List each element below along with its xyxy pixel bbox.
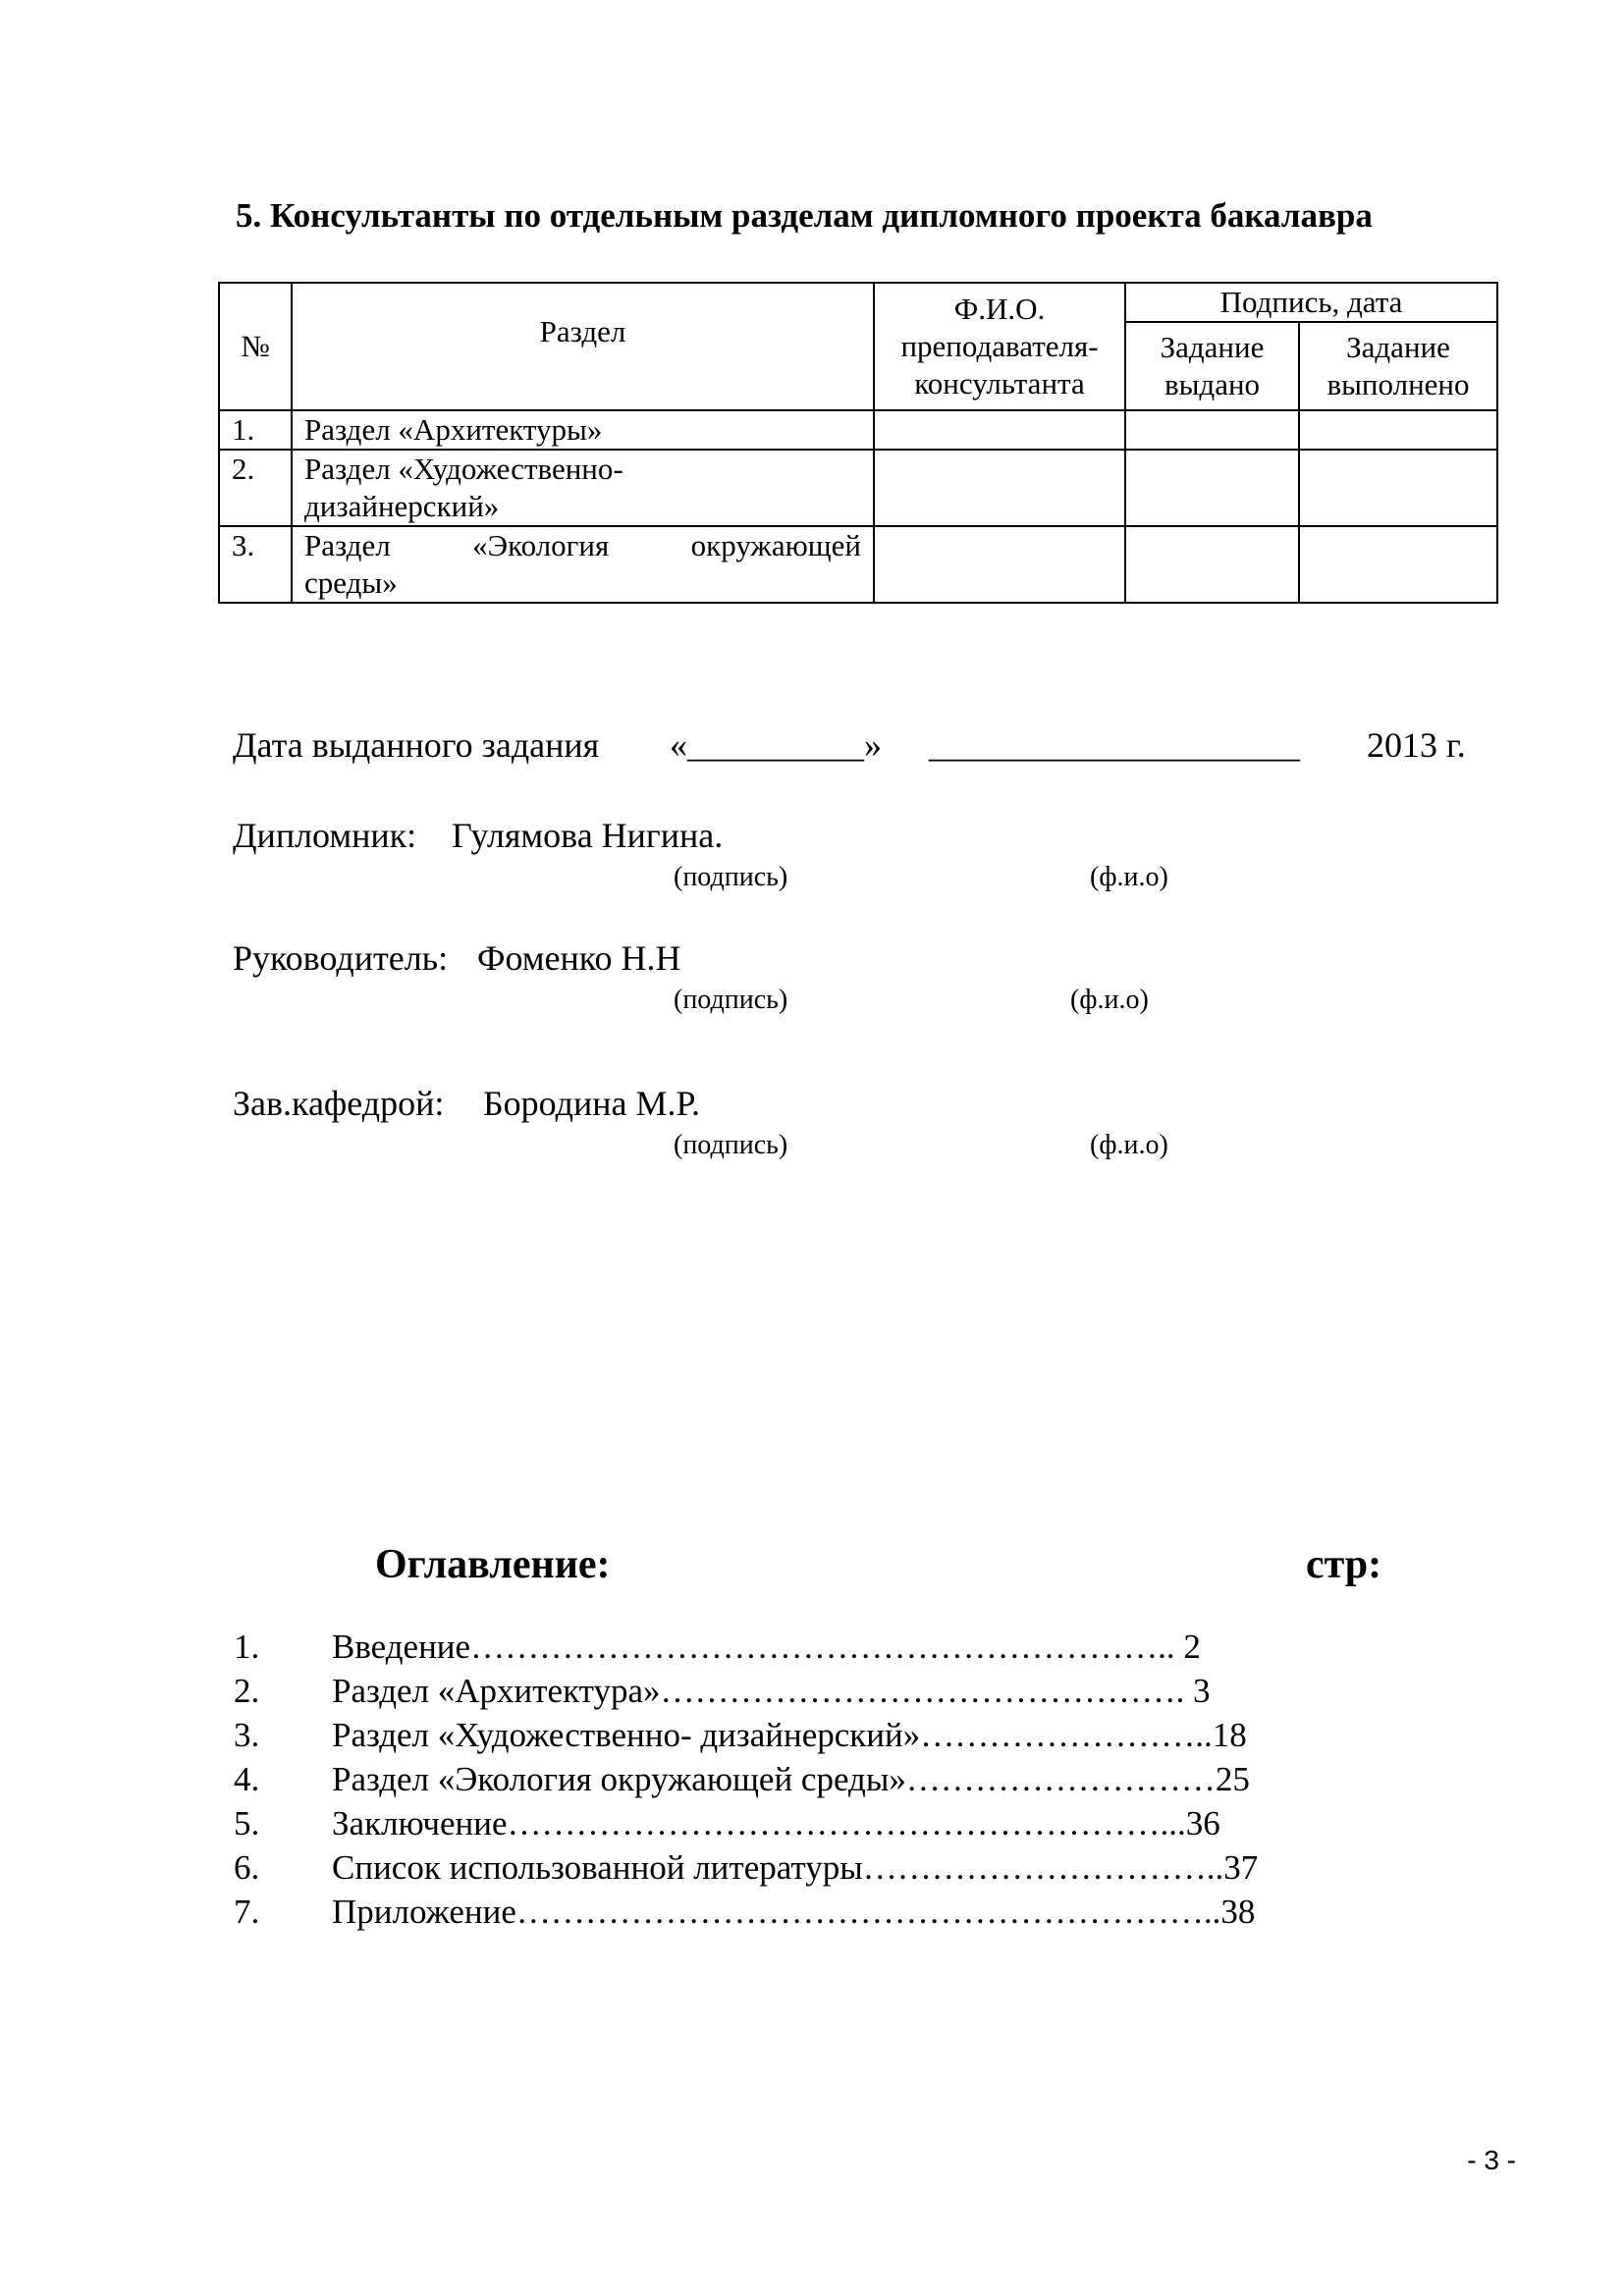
row-done-cell xyxy=(1299,526,1497,603)
issue-date-day-blank: «__________» xyxy=(670,725,882,765)
head-fio-caption: (ф.и.о) xyxy=(1090,1130,1168,1160)
toc-item xyxy=(234,1672,1361,1716)
header-teacher xyxy=(874,283,1125,410)
issue-date-year: 2013 г. xyxy=(1367,725,1466,765)
row-section-line1: Раздел «Художественно- xyxy=(304,452,623,486)
toc-item-number: 5. xyxy=(234,1804,260,1842)
toc-item xyxy=(234,1848,1361,1893)
toc-item-text: Приложение……………………………………………………..38 xyxy=(332,1893,1256,1931)
row-teacher-cell xyxy=(874,410,1125,450)
toc-item-number: 7. xyxy=(234,1893,260,1931)
toc-item-number: 4. xyxy=(234,1760,260,1798)
supervisor-fio-caption: (ф.и.о) xyxy=(1070,985,1149,1015)
row-teacher-cell xyxy=(874,526,1125,603)
supervisor-signature-caption: (подпись) xyxy=(674,985,788,1015)
head-of-department-label: Зав.кафедрой: xyxy=(233,1084,445,1123)
row-section xyxy=(292,450,874,526)
toc-heading: Оглавление: xyxy=(375,1542,611,1587)
row-section xyxy=(292,526,874,603)
toc-item xyxy=(234,1628,1361,1672)
row-done-cell xyxy=(1299,450,1497,526)
student-label: Дипломник: xyxy=(233,816,417,855)
supervisor-label: Руководитель: xyxy=(233,938,449,978)
row-teacher-cell xyxy=(874,450,1125,526)
header-teacher-line3: консультанта xyxy=(914,366,1085,400)
row-section xyxy=(292,410,874,450)
row-issued-cell xyxy=(1125,450,1299,526)
header-done-line1: Задание xyxy=(1346,330,1450,364)
toc-item-number: 6. xyxy=(234,1848,260,1887)
toc-item-text: Введение…………………………………………………….. 2 xyxy=(332,1628,1201,1666)
header-teacher-line1: Ф.И.О. xyxy=(953,292,1046,326)
header-issued-line2: выдано xyxy=(1164,367,1261,401)
row-issued-cell xyxy=(1125,410,1299,450)
table-row xyxy=(219,526,1497,603)
row-section-line1: Раздел «Экология окружающей xyxy=(304,528,861,562)
section-title: 5. Консультанты по отдельным разделам дипломного проекта бакалавра xyxy=(236,196,1373,235)
row-done-cell xyxy=(1299,410,1497,450)
toc-item-number: 1. xyxy=(234,1628,260,1666)
header-teacher-line2: преподавателя- xyxy=(900,329,1099,363)
head-signature-caption: (подпись) xyxy=(674,1130,788,1160)
row-section-line1: Раздел «Архитектуры» xyxy=(304,412,603,447)
page-number: - 3 - xyxy=(1467,2145,1516,2175)
toc-item xyxy=(234,1804,1361,1848)
supervisor-name: Фоменко Н.Н xyxy=(477,938,681,978)
header-done-line2: выполнено xyxy=(1326,367,1470,401)
toc-item-number: 3. xyxy=(234,1716,260,1754)
table-row xyxy=(219,410,1497,450)
issue-date-label: Дата выданного задания xyxy=(233,725,600,765)
toc-item-text: Раздел «Экология окружающей среды»………………………25 xyxy=(332,1760,1250,1798)
header-issued-line1: Задание xyxy=(1160,330,1265,364)
head-of-department-name: Бородина М.Р. xyxy=(483,1084,700,1123)
toc-page-heading: стр: xyxy=(1306,1542,1382,1587)
issue-date-month-blank: _____________________ xyxy=(929,725,1300,765)
toc-item-text: Раздел «Архитектура»………………………………………. 3 xyxy=(332,1672,1211,1710)
row-number: 1. xyxy=(219,410,292,450)
toc-item xyxy=(234,1760,1361,1804)
toc-item-text: Заключение…………………………………………………...36 xyxy=(332,1804,1220,1842)
row-issued-cell xyxy=(1125,526,1299,603)
header-task-completed xyxy=(1299,322,1497,410)
header-number: № xyxy=(219,283,292,410)
consultants-table xyxy=(218,282,1498,604)
toc-item xyxy=(234,1893,1361,1937)
toc-item-text: Раздел «Художественно- дизайнерский»……………………..18 xyxy=(332,1716,1247,1754)
row-section-line2: среды» xyxy=(304,565,398,600)
header-task-issued xyxy=(1125,322,1299,410)
student-signature-caption: (подпись) xyxy=(674,862,788,892)
student-fio-caption: (ф.и.о) xyxy=(1090,862,1168,892)
header-section: Раздел xyxy=(292,283,874,410)
row-number: 2. xyxy=(219,450,292,526)
table-row xyxy=(219,450,1497,526)
toc-item-text: Список использованной литературы…………………………..37 xyxy=(332,1848,1259,1887)
header-signature-date: Подпись, дата xyxy=(1125,283,1497,322)
student-name: Гулямова Нигина. xyxy=(452,816,724,855)
row-section-line2: дизайнерский» xyxy=(304,489,500,523)
toc-item xyxy=(234,1716,1361,1760)
toc-item-number: 2. xyxy=(234,1672,260,1710)
row-number: 3. xyxy=(219,526,292,603)
